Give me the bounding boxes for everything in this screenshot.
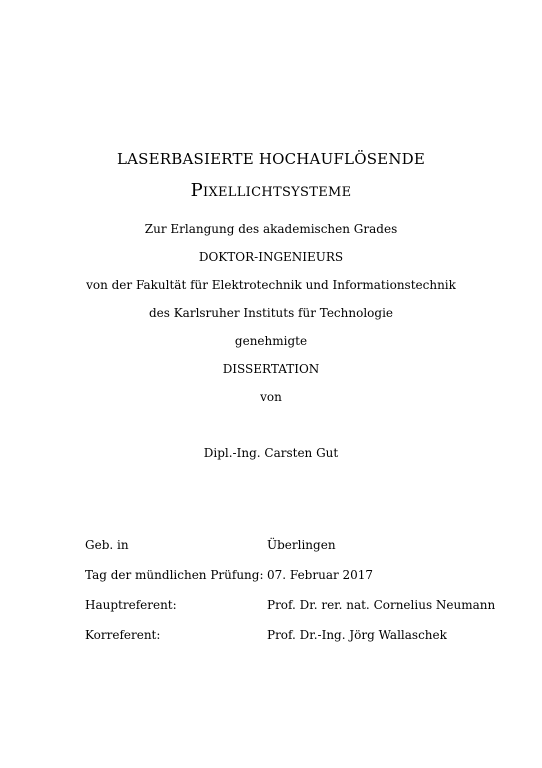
birthplace-label: Geb. in [85, 538, 129, 552]
title-line-1: LASERBASIERTE HOCHAUFLÖSENDE [116, 150, 426, 168]
degree-purpose-line: Zur Erlangung des akademischen Grades [144, 222, 398, 236]
approved-line: genehmigte [234, 334, 308, 348]
main-referee-value: Prof. Dr. rer. nat. Cornelius Neumann [267, 598, 496, 612]
birthplace-value: Überlingen [267, 538, 336, 552]
degree-name-line: DOKTOR-INGENIEURS [198, 250, 344, 264]
dissertation-line: DISSERTATION [222, 362, 320, 376]
title-line-2: Pixellichtsysteme [190, 180, 352, 201]
main-referee-label: Hauptreferent: [85, 598, 177, 612]
faculty-line: von der Fakultät für Elektrotechnik und Informationstechnik [86, 278, 456, 292]
institute-line: des Karlsruher Instituts für Technologie [148, 306, 394, 320]
co-referee-label: Korreferent: [85, 628, 161, 642]
author-name: Dipl.-Ing. Carsten Gut [203, 446, 339, 460]
exam-date-value: 07. Februar 2017 [267, 568, 374, 582]
von-line: von [260, 390, 282, 404]
exam-date-label: Tag der mündlichen Prüfung: [85, 568, 264, 582]
co-referee-value: Prof. Dr.-Ing. Jörg Wallaschek [267, 628, 447, 642]
